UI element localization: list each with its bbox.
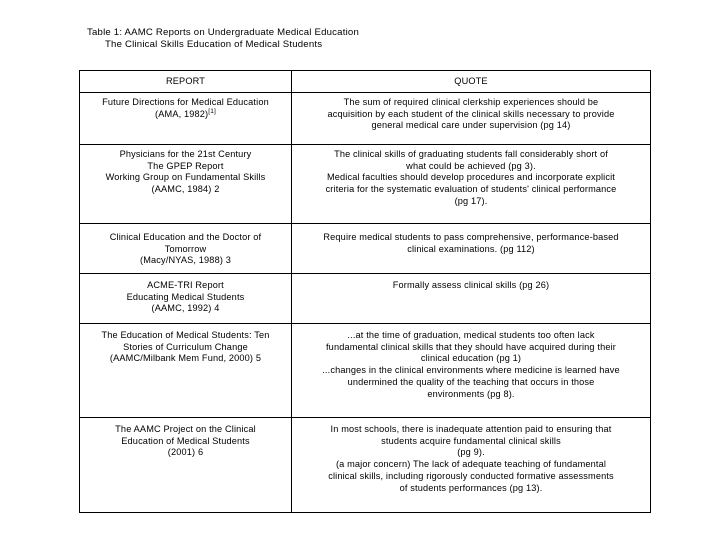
quote-cell (292, 93, 651, 145)
header-report: REPORT (80, 71, 292, 93)
header-row (80, 71, 651, 93)
report-line: (2001) 6 (167, 447, 204, 458)
report-line: Clinical Education and the Doctor of (109, 232, 262, 242)
table-row (80, 224, 651, 274)
quote-cell (292, 418, 651, 513)
quote-line: (pg 17). (454, 195, 488, 206)
report-cell (80, 418, 292, 513)
quote-line: (a major concern) The lack of adequate teaching of fundamental (335, 459, 607, 470)
report-line: Tomorrow (164, 243, 207, 254)
report-line: Educating Medical Students (126, 291, 245, 302)
report-line: The GPEP Report (147, 160, 224, 171)
caption-title: Table 1: AAMC Reports on Undergraduate Medical Education (87, 27, 359, 38)
report-line: The AAMC Project on the Clinical (115, 424, 256, 434)
report-line: (Macy/NYAS, 1988) 3 (139, 255, 231, 266)
quote-line: acquisition by each student of the clinical skills necessary to provide (327, 108, 615, 119)
report-cell (80, 224, 292, 274)
report-line: Stories of Curriculum Change (123, 341, 248, 352)
report-line: (AAMC, 1992) 4 (151, 303, 220, 314)
report-line: (AAMC, 1984) 2 (151, 184, 220, 195)
quote-line: general medical care under supervision (pg 14) (371, 120, 571, 131)
footnote-ref: [1] (208, 107, 216, 115)
header-quote: QUOTE (292, 71, 651, 93)
quote-line: of students performances (pg 13). (399, 482, 543, 493)
report-line: The Education of Medical Students: Ten (101, 330, 270, 340)
quote-line: clinical education (pg 1) (420, 353, 522, 364)
quote-line: The clinical skills of graduating students fall considerably short of (334, 149, 608, 159)
report-cell (80, 324, 292, 418)
report-line: (AMA, 1982) (155, 108, 209, 119)
quote-line: clinical skills, including rigorously conducted formative assessments (328, 470, 614, 481)
quote-cell (292, 324, 651, 418)
table-row (80, 418, 651, 513)
quote-line: Formally assess clinical skills (pg 26) (392, 280, 550, 290)
table-row (80, 93, 651, 145)
quote-cell (292, 145, 651, 224)
quote-line: ...at the time of graduation, medical students too often lack (347, 330, 595, 340)
quote-line: criteria for the systematic evaluation of students' clinical performance (325, 184, 617, 195)
report-line: Future Directions for Medical Education (102, 97, 269, 107)
quote-line: fundamental clinical skills that they should have acquired during their (325, 341, 616, 352)
report-line: (AAMC/Milbank Mem Fund, 2000) 5 (109, 353, 262, 364)
report-line: Working Group on Fundamental Skills (105, 172, 266, 183)
quote-line: In most schools, there is inadequate attention paid to ensuring that (330, 424, 612, 434)
report-line: ACME-TRI Report (147, 280, 224, 290)
quote-line: (pg 9). (457, 447, 485, 458)
quote-line: environments (pg 8). (427, 388, 515, 399)
quote-line: The sum of required clinical clerkship experiences should be (343, 97, 599, 107)
report-line: Physicians for the 21st Century (119, 149, 252, 159)
report-cell (80, 145, 292, 224)
quote-cell (292, 274, 651, 324)
quote-cell (292, 224, 651, 274)
report-cell (80, 274, 292, 324)
report-line: Education of Medical Students (121, 435, 250, 446)
quote-line: Medical faculties should develop procedures and incorporate explicit (326, 172, 616, 183)
quote-line: undermined the quality of the teaching that occurs in those (347, 376, 595, 387)
quote-line: clinical examinations. (pg 112) (407, 243, 535, 254)
quote-line: ...changes in the clinical environments where medicine is learned have (322, 365, 620, 376)
quote-line: students acquire fundamental clinical skills (381, 435, 561, 446)
table-row (80, 145, 651, 224)
table-caption (87, 27, 359, 51)
table-row (80, 324, 651, 418)
quote-line: what could be achieved (pg 3). (406, 160, 536, 171)
reports-table (79, 70, 651, 513)
quote-line: Require medical students to pass comprehensive, performance-based (323, 232, 619, 242)
report-cell (80, 93, 292, 145)
caption-subtitle: The Clinical Skills Education of Medical Students (105, 39, 323, 50)
table-row (80, 274, 651, 324)
